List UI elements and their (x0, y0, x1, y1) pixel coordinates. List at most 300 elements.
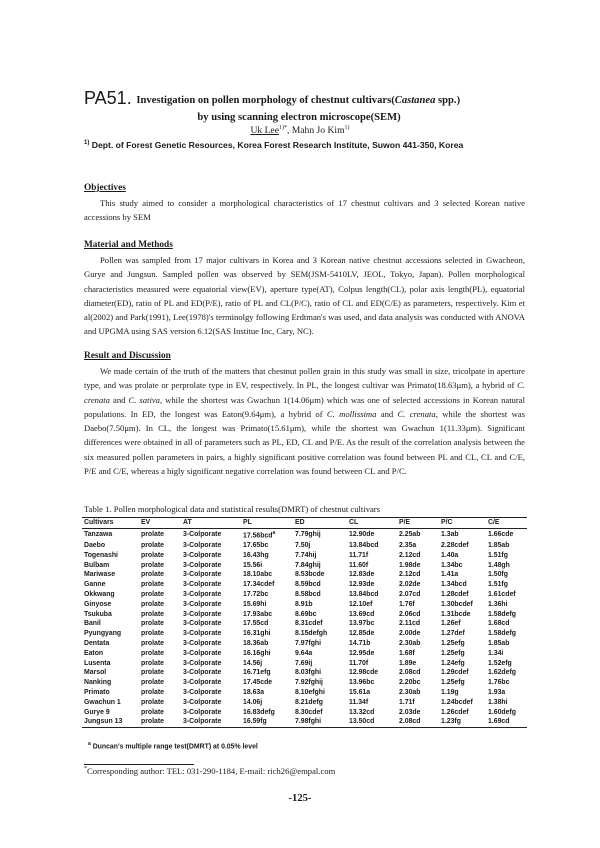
cell-cultivar (82, 619, 139, 629)
cell-value: 1.85ab (488, 640, 510, 648)
cell-pc (439, 551, 486, 561)
cell-pl (241, 529, 293, 542)
cell-value: Pyungyang (84, 630, 122, 638)
cell-cl (347, 708, 397, 718)
cell-cultivar (82, 708, 139, 718)
cell-cl (347, 619, 397, 629)
cell-cl (347, 541, 397, 551)
cell-pe (397, 551, 439, 561)
cell-pl (241, 629, 293, 639)
cell-value: Ganne (84, 581, 106, 589)
results-t4: and (376, 408, 398, 419)
cell-value: 16.71efg (243, 669, 271, 677)
cell-cl (347, 717, 397, 727)
cell-value: 3-Colporate (183, 698, 222, 706)
header-pc: P/C (439, 518, 486, 529)
cell-value: 12.83de (349, 571, 375, 579)
cell-value: 13.96bc (349, 679, 375, 687)
cell-ed (293, 708, 347, 718)
page-number: -125- (288, 793, 312, 804)
header-cl: CL (347, 518, 397, 529)
cell-value: 1.69cd (488, 718, 510, 726)
cell-cultivar (82, 698, 139, 708)
cell-value: 1.25efg (441, 649, 465, 657)
cell-at (181, 668, 241, 678)
cell-pl (241, 649, 293, 659)
cell-ev (139, 708, 181, 718)
cell-value: 12.98cde (349, 669, 379, 677)
cell-ev (139, 529, 181, 542)
cell-value: prolate (141, 551, 164, 559)
cell-pl (241, 639, 293, 649)
table-header-row (82, 518, 527, 529)
cell-ed (293, 629, 347, 639)
cell-value: 3-Colporate (183, 591, 222, 599)
cell-value: 1.58defg (488, 610, 516, 618)
cell-pe (397, 649, 439, 659)
cell-at (181, 698, 241, 708)
cell-ev (139, 717, 181, 727)
cell-cl (347, 561, 397, 571)
cell-value: 1.98de (399, 561, 421, 569)
cell-at (181, 590, 241, 600)
cell-cl (347, 580, 397, 590)
cell-cultivar (82, 659, 139, 669)
cell-ce (486, 551, 527, 561)
cell-cl (347, 590, 397, 600)
cell-at (181, 717, 241, 727)
cell-value: 1.34bcd (441, 581, 467, 589)
cell-value: 8.15defgh (295, 630, 328, 638)
cell-value: 1.61cdef (488, 591, 516, 599)
cell-value: Tanzawa (84, 531, 113, 539)
cell-ce (486, 600, 527, 610)
cell-value: 1.41a (441, 571, 459, 579)
cell-ce (486, 698, 527, 708)
cell-ce (486, 659, 527, 669)
cell-value: 16.83defg (243, 708, 275, 716)
cell-ev (139, 580, 181, 590)
cell-ed (293, 580, 347, 590)
cell-value: 1.51fg (488, 551, 508, 559)
cell-value: 11.71f (349, 551, 369, 559)
cell-pl (241, 590, 293, 600)
cell-ce (486, 629, 527, 639)
cell-ed (293, 659, 347, 669)
cell-at (181, 659, 241, 669)
cell-value: 8.30cdef (295, 708, 323, 716)
cell-value: 8.21defg (295, 698, 323, 706)
cell-at (181, 678, 241, 688)
cell-ev (139, 629, 181, 639)
cell-value: 8.03fghi (295, 669, 322, 677)
cell-pe (397, 600, 439, 610)
cell-value: Marsol (84, 669, 107, 677)
cell-pc (439, 688, 486, 698)
cell-pe (397, 629, 439, 639)
cell-value: 2.06cd (399, 610, 421, 618)
cell-pe (397, 619, 439, 629)
header-pl: PL (241, 518, 293, 529)
cell-pc (439, 600, 486, 610)
cell-value: 13.50cd (349, 718, 375, 726)
cell-ed (293, 541, 347, 551)
cell-value: Jungsun 13 (84, 718, 123, 726)
cell-value: 1.51fg (488, 581, 508, 589)
cell-value: 1.40a (441, 551, 459, 559)
cell-value: prolate (141, 679, 164, 687)
cell-value: 13.84bcd (349, 542, 379, 550)
cell-value: 11.70f (349, 659, 369, 667)
cell-pc (439, 610, 486, 620)
cell-value: 1.19g (441, 689, 459, 697)
cell-value: 8.53bcde (295, 571, 325, 579)
cell-pc (439, 678, 486, 688)
cell-value: 7.50j (295, 542, 311, 550)
table-row (82, 688, 527, 698)
cell-pl (241, 561, 293, 571)
cell-pl (241, 619, 293, 629)
cell-pc (439, 529, 486, 542)
cell-value: 1.29cdef (441, 669, 469, 677)
pollen-data-table (82, 517, 527, 728)
cell-value: 18.36ab (243, 640, 269, 648)
cell-value: 1.31bcde (441, 610, 471, 618)
cell-pl (241, 570, 293, 580)
cell-value: 8.59bcd (295, 581, 321, 589)
cell-ev (139, 600, 181, 610)
cell-value: 3-Colporate (183, 571, 222, 579)
corresponding-sup: * (84, 766, 87, 773)
cell-value: 2.28cdef (441, 542, 469, 550)
cell-value: 1.66cde (488, 531, 514, 539)
cell-value: 1.58defg (488, 630, 516, 638)
cell-value: 3-Colporate (183, 689, 222, 697)
results-t5: , while the shortest was Daebo(7.50μm). In CL, the longest was Primato(15.61μm), while the shortest was Gwachun 1(11.33μm). Significant differences were obtained in all of parameters such as PL, ED, CL and P/E. As the result of the correlation analysis between the six measured pollen parameters in pairs, a highly significant positive correlation was found between PL and CL, CL and C/E, P/E and C/E, whereas a higly significant negative correlation was found between CL and P/C. (84, 408, 525, 477)
cell-pe (397, 708, 439, 718)
cell-value: 13.69cd (349, 610, 375, 618)
cell-value: 12.93de (349, 581, 375, 589)
cell-value: prolate (141, 689, 164, 697)
cell-value: 1.27def (441, 630, 465, 638)
cell-cultivar (82, 541, 139, 551)
cell-value: prolate (141, 669, 164, 677)
cell-cultivar (82, 639, 139, 649)
cell-value: 14.06j (243, 698, 263, 706)
cell-cl (347, 649, 397, 659)
author-1-sup: 1)* (278, 125, 287, 131)
cell-value: 3-Colporate (183, 620, 222, 628)
cell-value: 15.56i (243, 561, 263, 569)
abstract-code: PA51. (84, 88, 132, 108)
cell-value: 8.91b (295, 600, 313, 608)
cell-ed (293, 698, 347, 708)
cell-value: 3-Colporate (183, 649, 222, 657)
cell-value: Gwachun 1 (84, 698, 121, 706)
cell-pl (241, 610, 293, 620)
cell-cultivar (82, 717, 139, 727)
cell-ce (486, 541, 527, 551)
cell-value: Nanking (84, 679, 112, 687)
table-row (82, 561, 527, 571)
results-t1: We made certain of the truth of the matters that chestnut pollen grain in this study was small in size, tricolpate in aperture type, and was prolate or perprolate type in EV, respectively. In PL, the longest cultivar was Primato(18.63μm), a hybrid of (84, 366, 525, 391)
cell-value: 17.56bcd (243, 532, 273, 540)
cell-value: Tsukuba (84, 610, 112, 618)
cell-value: 18.10abc (243, 571, 273, 579)
cell-value: 2.03de (399, 708, 421, 716)
table-row (82, 551, 527, 561)
cell-cl (347, 629, 397, 639)
cell-pl (241, 580, 293, 590)
header-cultivars: Cultivars (82, 518, 139, 529)
header-ed: ED (293, 518, 347, 529)
cell-cl (347, 551, 397, 561)
header-pe: P/E (397, 518, 439, 529)
cell-value: prolate (141, 571, 164, 579)
cell-cl (347, 668, 397, 678)
cell-ce (486, 561, 527, 571)
table-body (82, 529, 527, 728)
table-footnote (88, 741, 258, 750)
cell-cultivar (82, 590, 139, 600)
results-t2: and (109, 394, 129, 405)
cell-value: 3-Colporate (183, 542, 222, 550)
cell-value: 15.61a (349, 689, 371, 697)
cell-value: prolate (141, 600, 164, 608)
cell-ev (139, 659, 181, 669)
cell-value: 2.07cd (399, 591, 421, 599)
cell-value: 17.45cde (243, 679, 273, 687)
cell-value: 15.69hi (243, 600, 267, 608)
cell-cultivar (82, 551, 139, 561)
table-row (82, 541, 527, 551)
cell-value: 1.26cdef (441, 708, 469, 716)
table-row (82, 698, 527, 708)
cell-value: 3-Colporate (183, 630, 222, 638)
footnote-text: Duncan's multiple range test(DMRT) at 0.05% level (92, 743, 258, 751)
corresponding-author (84, 766, 335, 776)
cell-value: 3-Colporate (183, 669, 222, 677)
cell-at (181, 629, 241, 639)
cell-ed (293, 600, 347, 610)
cell-at (181, 619, 241, 629)
cell-value: 1.68f (399, 649, 415, 657)
cell-value: 7.69ij (295, 659, 313, 667)
cell-cultivar (82, 561, 139, 571)
table-row (82, 708, 527, 718)
cell-pc (439, 619, 486, 629)
cell-value: 1.34bc (441, 561, 463, 569)
cell-cl (347, 570, 397, 580)
cell-ce (486, 570, 527, 580)
footnote-rule (84, 764, 194, 765)
cell-pl (241, 668, 293, 678)
cell-value: 7.74hij (295, 551, 317, 559)
cell-value: 12.85de (349, 630, 375, 638)
cell-value: 2.00de (399, 630, 421, 638)
title-line2: by using scanning electron microscope(SEM) (197, 112, 401, 123)
cell-value: 3-Colporate (183, 600, 222, 608)
cell-pe (397, 678, 439, 688)
cell-ev (139, 639, 181, 649)
cell-value: 12.90de (349, 531, 375, 539)
cell-value: 7.79ghij (295, 531, 321, 539)
cell-cultivar (82, 610, 139, 620)
cell-ce (486, 708, 527, 718)
cell-value: 1.62defg (488, 669, 516, 677)
cell-pe (397, 529, 439, 542)
cell-pc (439, 708, 486, 718)
cell-ev (139, 610, 181, 620)
authors (0, 125, 600, 136)
title-part1: Investigation on pollen morphology of chestnut cultivars( (136, 95, 395, 106)
cell-ce (486, 610, 527, 620)
table-row (82, 629, 527, 639)
cell-value: 1.24bcdef (441, 698, 473, 706)
cell-value: 2.30ab (399, 640, 421, 648)
cell-value: 7.97fghi (295, 640, 322, 648)
cell-ed (293, 551, 347, 561)
table-row (82, 529, 527, 542)
cell-value: prolate (141, 531, 164, 539)
cell-pl (241, 708, 293, 718)
cell-pc (439, 541, 486, 551)
cell-value: 8.69bc (295, 610, 317, 618)
author-2-sup: 1) (344, 125, 350, 131)
cell-value: 17.72bc (243, 591, 269, 599)
cell-value: 1.34i (488, 649, 504, 657)
cell-value: 2.02de (399, 581, 421, 589)
cell-value: 1.93a (488, 689, 506, 697)
cell-cl (347, 529, 397, 542)
cell-value: 1.48gh (488, 561, 510, 569)
results-i1: C. crenata (84, 380, 525, 405)
cell-ed (293, 570, 347, 580)
cell-cultivar (82, 688, 139, 698)
table-row (82, 619, 527, 629)
cell-value: 18.63a (243, 689, 265, 697)
cell-at (181, 649, 241, 659)
cell-value: prolate (141, 649, 164, 657)
cell-value: prolate (141, 659, 164, 667)
table-row (82, 570, 527, 580)
cell-value: Lusenta (84, 659, 111, 667)
cell-ed (293, 590, 347, 600)
results-i3: C. mollissima (326, 408, 377, 419)
cell-value: 3-Colporate (183, 679, 222, 687)
cell-pc (439, 629, 486, 639)
cell-ce (486, 529, 527, 542)
cell-value: 17.55cd (243, 620, 269, 628)
pl-first-sup: a (272, 530, 276, 536)
cell-cultivar (82, 668, 139, 678)
cell-value: 14.71b (349, 640, 371, 648)
cell-value: 1.3ab (441, 531, 459, 539)
table-row (82, 717, 527, 727)
cell-value: 1.23fg (441, 718, 461, 726)
cell-value: prolate (141, 698, 164, 706)
cell-ev (139, 541, 181, 551)
cell-value: 8.31cdef (295, 620, 323, 628)
cell-cl (347, 600, 397, 610)
cell-at (181, 529, 241, 542)
cell-at (181, 688, 241, 698)
cell-cl (347, 639, 397, 649)
cell-value: Banil (84, 620, 101, 628)
table-row (82, 659, 527, 669)
cell-value: 17.34cdef (243, 581, 275, 589)
cell-pe (397, 561, 439, 571)
cell-value: Dentata (84, 640, 110, 648)
methods-text: Pollen was sampled from 17 major cultivars in Korea and 3 Korean native chestnut accessions selected in Gwacheon, Gurye and Jungsun. Sampled pollen was observed by SEM(JSM-5410LV, JEOL, Tokyo, Japan). Pollen morphological characteristics measured were equatorial view(EV), aperture type(AT), Colpus length(CL), polar axis length(PL), equatorial diameter(ED), ratio of PL and ED(P/E), ratio of PL and CL(P/C), ratio of CL and ED(C/E) as parameters, respectively. Kim et al(2002) and Park(1991), Lee(1978)'s terminolgy following Erdtman's was used, and data analysis was conducted with ANOVA and UPGMA using SAS version 6.12(SAS Institue Inc, Cary, NC). (84, 255, 525, 337)
table-row (82, 639, 527, 649)
cell-ev (139, 619, 181, 629)
results-t3: , while the shortest was Gwachun 1(14.06μm) which was one of selected accessions in Korean natural populations. In ED, the longest was Eaton(9.64μm), a hybrid of (84, 394, 525, 419)
cell-ed (293, 619, 347, 629)
cell-pl (241, 698, 293, 708)
cell-value: prolate (141, 610, 164, 618)
cell-value: 14.56j (243, 659, 263, 667)
cell-value: 17.65bc (243, 542, 269, 550)
cell-value: 8.58bcd (295, 591, 321, 599)
cell-at (181, 541, 241, 551)
cell-value: 2.25ab (399, 531, 421, 539)
cell-value: 1.68cd (488, 620, 510, 628)
cell-pe (397, 541, 439, 551)
cell-ce (486, 649, 527, 659)
cell-ed (293, 529, 347, 542)
cell-value: Mariwase (84, 571, 116, 579)
cell-value: 11.34f (349, 698, 369, 706)
cell-pl (241, 688, 293, 698)
methods-heading: Material and Methods (84, 240, 173, 250)
cell-ed (293, 561, 347, 571)
cell-at (181, 610, 241, 620)
cell-pe (397, 570, 439, 580)
cell-value: 1.28cdef (441, 591, 469, 599)
table-caption: Table 1. Pollen morphological data and statistical results(DMRT) of chestnut cultivars (84, 504, 381, 514)
results-i4: C. crenata (397, 408, 436, 419)
paper-title (84, 90, 554, 126)
cell-pc (439, 580, 486, 590)
cell-value: 2.11cd (399, 620, 421, 628)
cell-ed (293, 717, 347, 727)
cell-value: Togenashi (84, 551, 118, 559)
cell-ce (486, 639, 527, 649)
table-row (82, 649, 527, 659)
cell-cl (347, 698, 397, 708)
cell-value: 2.12cd (399, 571, 421, 579)
cell-pl (241, 717, 293, 727)
cell-ce (486, 688, 527, 698)
cell-value: 12.10ef (349, 600, 373, 608)
cell-pe (397, 580, 439, 590)
cell-value: Bulbam (84, 561, 110, 569)
cell-value: Primato (84, 689, 110, 697)
cell-pe (397, 688, 439, 698)
cell-ce (486, 717, 527, 727)
table-row (82, 600, 527, 610)
cell-value: 13.97bc (349, 620, 375, 628)
cell-ce (486, 678, 527, 688)
cell-at (181, 600, 241, 610)
cell-value: 1.26ef (441, 620, 461, 628)
objectives-text: This study aimed to consider a morphological characteristics of 17 chestnut cultivars and 3 selected Korean native accessions by SEM (84, 198, 525, 223)
table-row (82, 590, 527, 600)
cell-pc (439, 717, 486, 727)
cell-pe (397, 668, 439, 678)
cell-ce (486, 580, 527, 590)
